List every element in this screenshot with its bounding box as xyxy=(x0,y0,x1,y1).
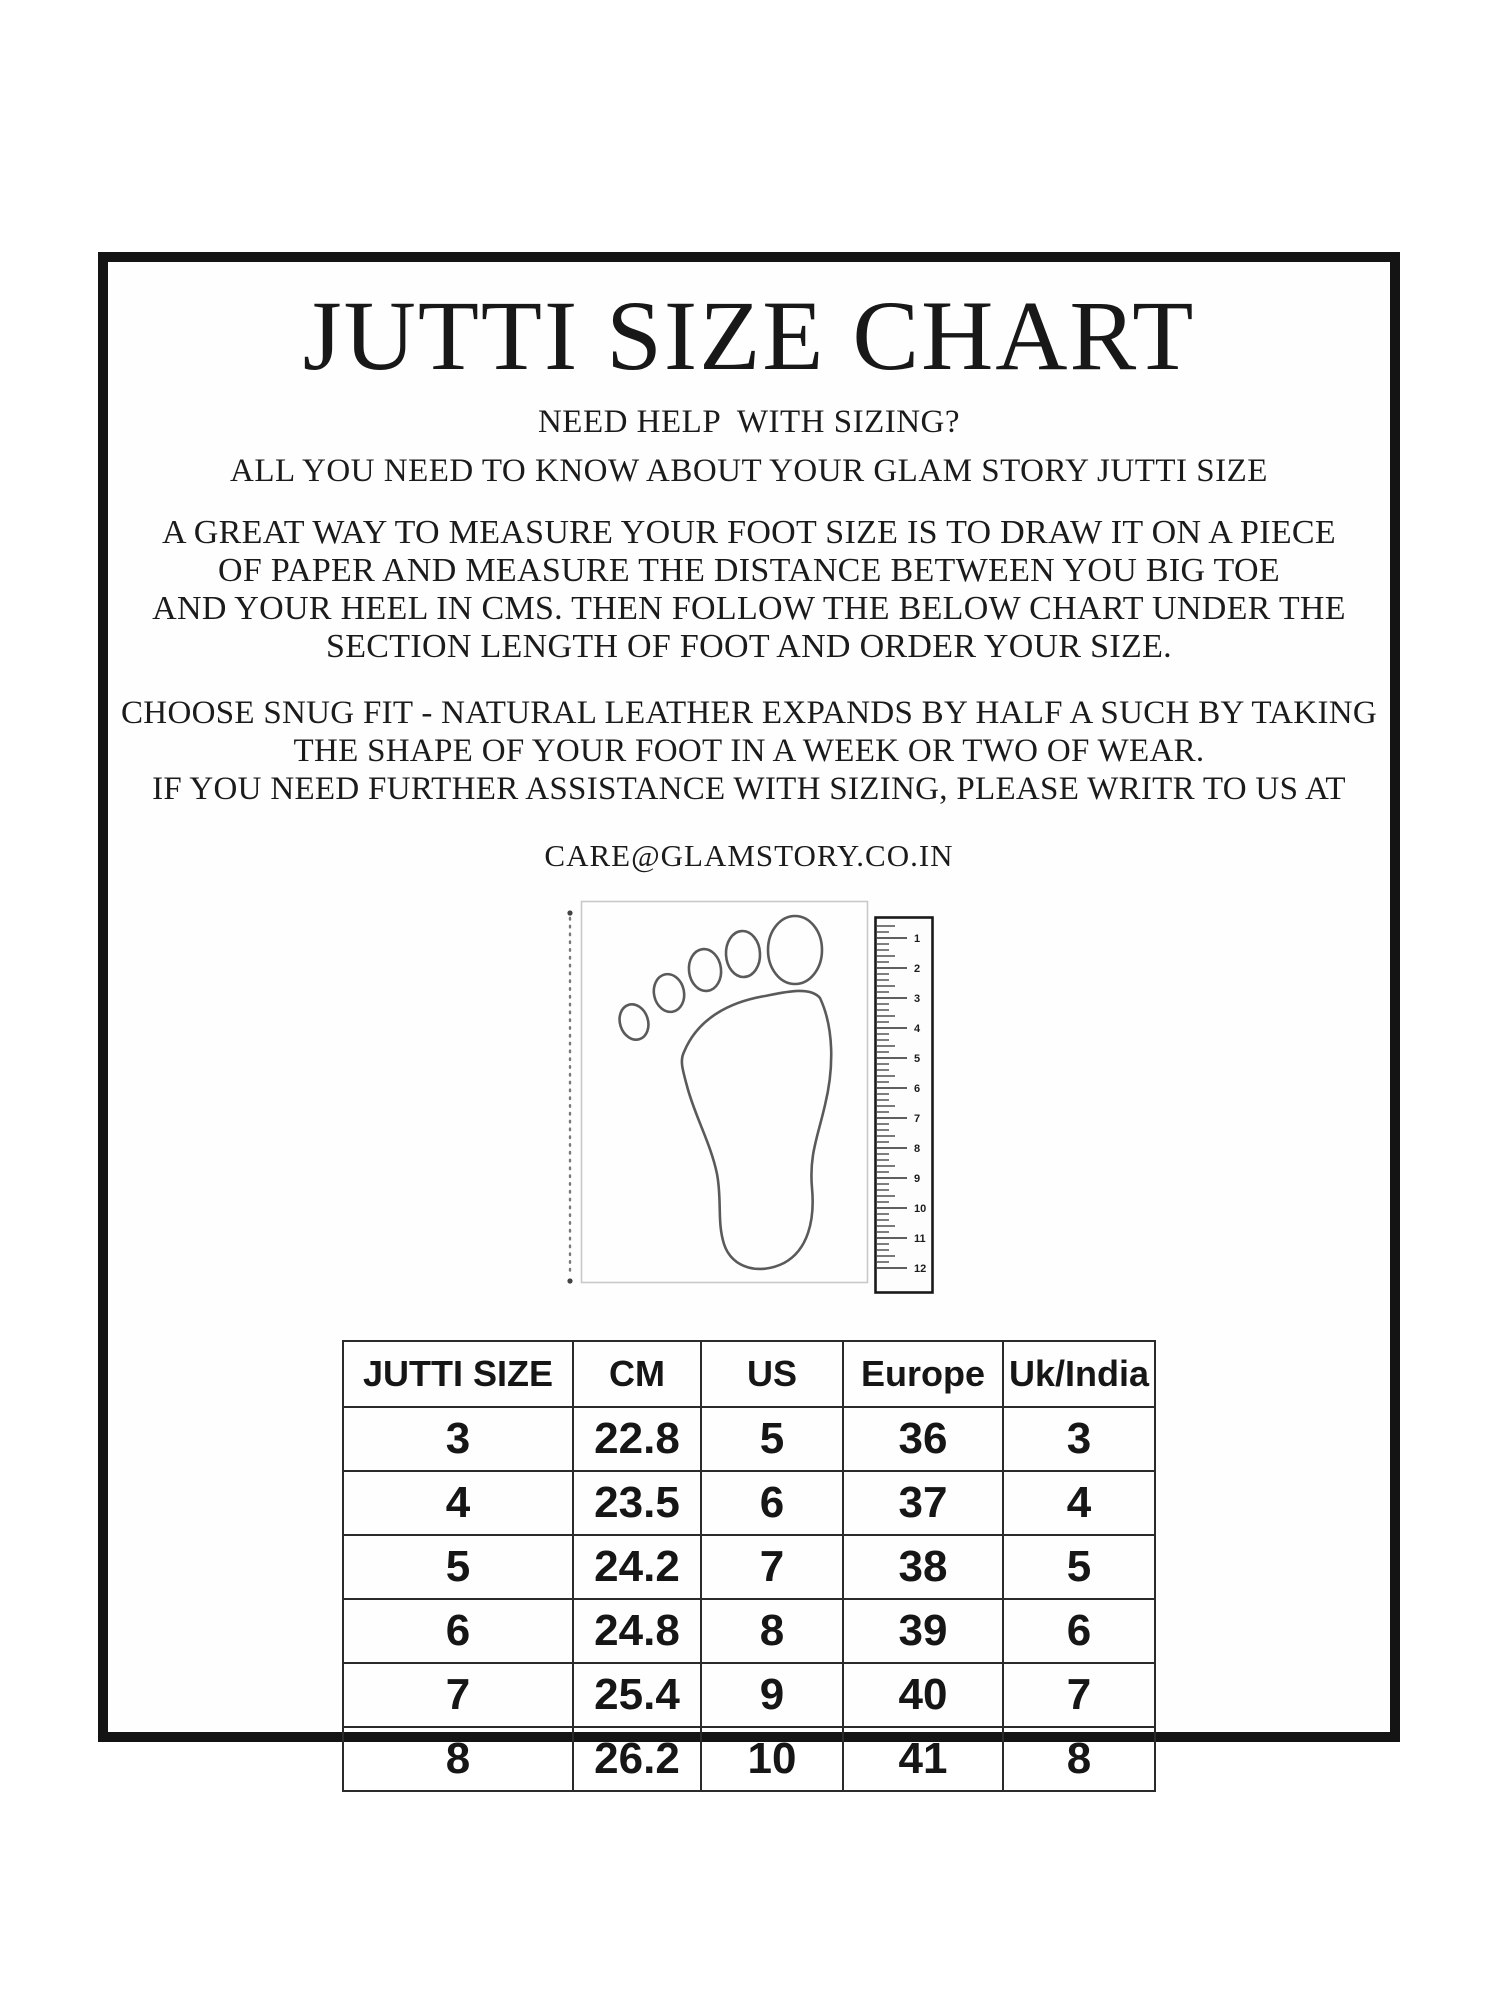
table-row xyxy=(343,1599,1155,1663)
ruler-number: 3 xyxy=(913,993,920,1005)
ruler-number: 2 xyxy=(913,963,920,975)
table-cell: 5 xyxy=(1003,1535,1155,1599)
foot-measure-diagram xyxy=(108,900,1390,1300)
ruler-number: 5 xyxy=(913,1053,920,1065)
table-cell: 3 xyxy=(343,1407,573,1471)
measure-instructions-line: A GREAT WAY TO MEASURE YOUR FOOT SIZE IS TO DRAW IT ON A PIECE xyxy=(162,514,1336,551)
table-cell: 38 xyxy=(843,1535,1003,1599)
table-cell: 6 xyxy=(343,1599,573,1663)
sizing-tagline: ALL YOU NEED TO KNOW ABOUT YOUR GLAM STORY JUTTI SIZE xyxy=(230,453,1268,489)
table-cell: 5 xyxy=(701,1407,843,1471)
column-header: CM xyxy=(573,1341,701,1407)
column-header: Uk/India xyxy=(1003,1341,1155,1407)
ruler-number: 12 xyxy=(913,1263,926,1275)
column-header: US xyxy=(701,1341,843,1407)
header-row xyxy=(343,1341,1155,1407)
ruler-number: 9 xyxy=(913,1173,920,1185)
table-row xyxy=(343,1727,1155,1791)
measure-instructions-line: SECTION LENGTH OF FOOT AND ORDER YOUR SIZE. xyxy=(326,628,1172,665)
ruler-number: 11 xyxy=(913,1233,926,1245)
table-cell: 6 xyxy=(1003,1599,1155,1663)
table-cell: 37 xyxy=(843,1471,1003,1535)
fit-note-line: IF YOU NEED FURTHER ASSISTANCE WITH SIZING, PLEASE WRITR TO US AT xyxy=(152,771,1346,807)
table-cell: 3 xyxy=(1003,1407,1155,1471)
page-frame xyxy=(98,252,1400,1783)
table-cell: 7 xyxy=(701,1535,843,1599)
ruler-number: 1 xyxy=(913,933,920,945)
size-chart-table xyxy=(342,1340,1156,1792)
table-cell: 23.5 xyxy=(573,1471,701,1535)
table-cell: 8 xyxy=(701,1599,843,1663)
dotted-measure-line-icon xyxy=(565,908,575,1286)
table-cell: 39 xyxy=(843,1599,1003,1663)
column-header: JUTTI SIZE xyxy=(343,1341,573,1407)
column-header: Europe xyxy=(843,1341,1003,1407)
table-cell: 22.8 xyxy=(573,1407,701,1471)
measure-instructions-line: AND YOUR HEEL IN CMS. THEN FOLLOW THE BELOW CHART UNDER THE xyxy=(152,590,1346,627)
ruler-number: 8 xyxy=(913,1143,920,1155)
ruler-number: 6 xyxy=(913,1083,920,1095)
table-cell: 24.2 xyxy=(573,1535,701,1599)
fit-note xyxy=(108,694,1390,808)
fit-note-line: CHOOSE SNUG FIT - NATURAL LEATHER EXPANDS BY HALF A SUCH BY TAKING xyxy=(121,695,1377,731)
table-cell: 4 xyxy=(343,1471,573,1535)
measure-instructions-line: OF PAPER AND MEASURE THE DISTANCE BETWEEN YOU BIG TOE xyxy=(218,552,1280,589)
table-cell: 6 xyxy=(701,1471,843,1535)
table-row xyxy=(343,1663,1155,1727)
table-cell: 9 xyxy=(701,1663,843,1727)
table-cell: 5 xyxy=(343,1535,573,1599)
table-cell: 40 xyxy=(843,1663,1003,1727)
table-row xyxy=(343,1407,1155,1471)
ruler-number: 7 xyxy=(913,1113,920,1125)
ruler-icon xyxy=(874,916,934,1294)
ruler-number: 10 xyxy=(913,1203,926,1215)
table-cell: 25.4 xyxy=(573,1663,701,1727)
fit-note-line: THE SHAPE OF YOUR FOOT IN A WEEK OR TWO OF WEAR. xyxy=(293,733,1205,769)
table-cell: 7 xyxy=(343,1663,573,1727)
page-content xyxy=(108,262,1390,1783)
sizing-question: NEED HELP WITH SIZING? xyxy=(537,404,961,440)
contact-email: CARE@GLAMSTORY.CO.IN xyxy=(544,838,954,873)
size-chart-table-header xyxy=(343,1341,1155,1407)
table-cell: 41 xyxy=(843,1727,1003,1791)
table-cell: 10 xyxy=(701,1727,843,1791)
table-row xyxy=(343,1471,1155,1535)
footprint-icon xyxy=(580,900,869,1284)
ruler-number: 4 xyxy=(913,1023,920,1035)
measure-instructions xyxy=(108,514,1390,666)
table-cell: 24.8 xyxy=(573,1599,701,1663)
table-row xyxy=(343,1535,1155,1599)
table-cell: 8 xyxy=(343,1727,573,1791)
table-cell: 7 xyxy=(1003,1663,1155,1727)
table-cell: 8 xyxy=(1003,1727,1155,1791)
table-cell: 26.2 xyxy=(573,1727,701,1791)
page-title: JUTTI SIZE CHART xyxy=(302,280,1196,391)
size-chart-table-body xyxy=(343,1407,1155,1791)
table-cell: 4 xyxy=(1003,1471,1155,1535)
table-cell: 36 xyxy=(843,1407,1003,1471)
